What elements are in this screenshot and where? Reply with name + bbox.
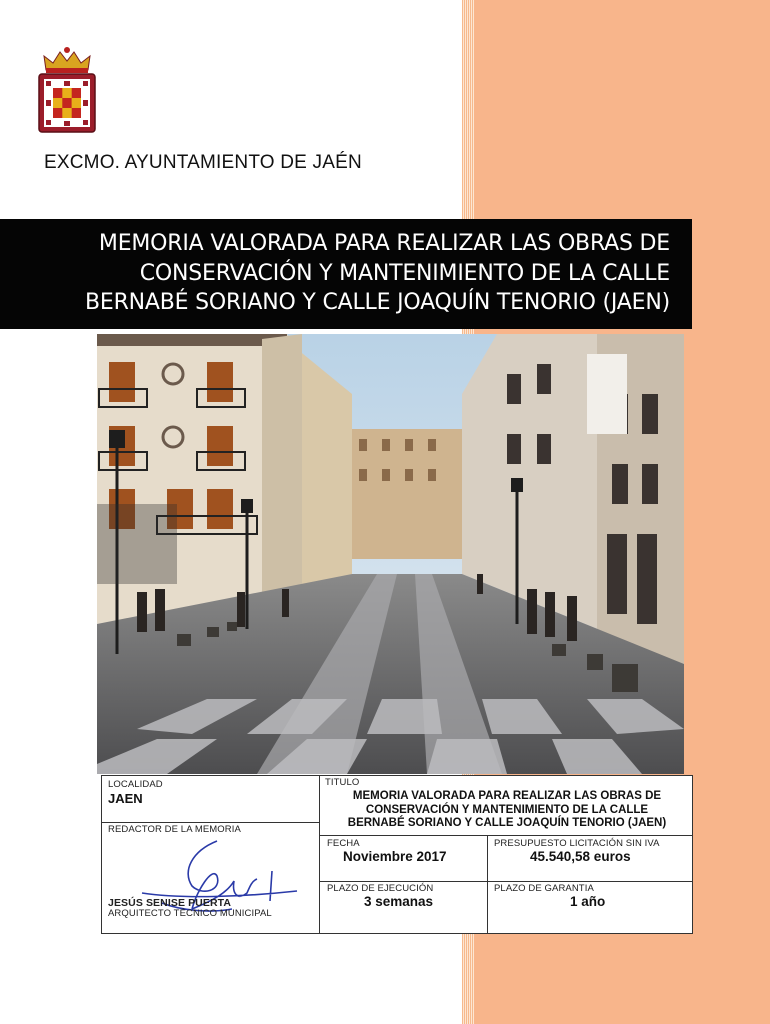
titulo-line-1: MEMORIA VALORADA PARA REALIZAR LAS OBRAS DE <box>352 790 662 802</box>
fecha-label: FECHA <box>327 838 360 849</box>
document-title <box>10 229 670 318</box>
redactor-role: ARQUITECTO TÉCNICO MUNICIPAL <box>108 908 272 919</box>
street-photo <box>97 334 684 774</box>
titulo-label: TITULO <box>325 777 360 788</box>
organization-name: EXCMO. AYUNTAMIENTO DE JAÉN <box>44 152 362 173</box>
coat-of-arms-icon <box>36 46 98 136</box>
document-title-line-3: BERNABÉ SORIANO Y CALLE JOAQUÍN TENORIO (JAEN) <box>84 290 670 315</box>
fecha-value: Noviembre 2017 <box>343 849 447 864</box>
titulo-line-2: CONSERVACIÓN Y MANTENIMIENTO DE LA CALLE <box>365 803 649 816</box>
plazo-ejecucion-label: PLAZO DE EJECUCIÓN <box>327 883 434 894</box>
plazo-ejecucion-value: 3 semanas <box>364 894 434 909</box>
presupuesto-value: 45.540,58 euros <box>530 849 631 864</box>
presupuesto-label: PRESUPUESTO LICITACIÓN SIN IVA <box>494 838 660 849</box>
localidad-value: JAEN <box>108 791 143 806</box>
titulo-value <box>322 790 692 831</box>
document-title-line-1: MEMORIA VALORADA PARA REALIZAR LAS OBRAS DE <box>98 231 670 256</box>
document-title-line-2: CONSERVACIÓN Y MANTENIMIENTO DE LA CALLE <box>139 260 670 286</box>
titulo-line-3: BERNABÉ SORIANO Y CALLE JOAQUÍN TENORIO (JAEN) <box>347 817 667 829</box>
document-title-banner <box>0 219 692 329</box>
document-info-box <box>101 775 693 934</box>
redactor-label: REDACTOR DE LA MEMORIA <box>108 824 241 835</box>
localidad-label: LOCALIDAD <box>108 779 163 790</box>
plazo-garantia-label: PLAZO DE GARANTIA <box>494 883 594 894</box>
plazo-garantia-value: 1 año <box>570 894 606 909</box>
redactor-name: JESÚS SENISE PUERTA <box>108 897 232 909</box>
